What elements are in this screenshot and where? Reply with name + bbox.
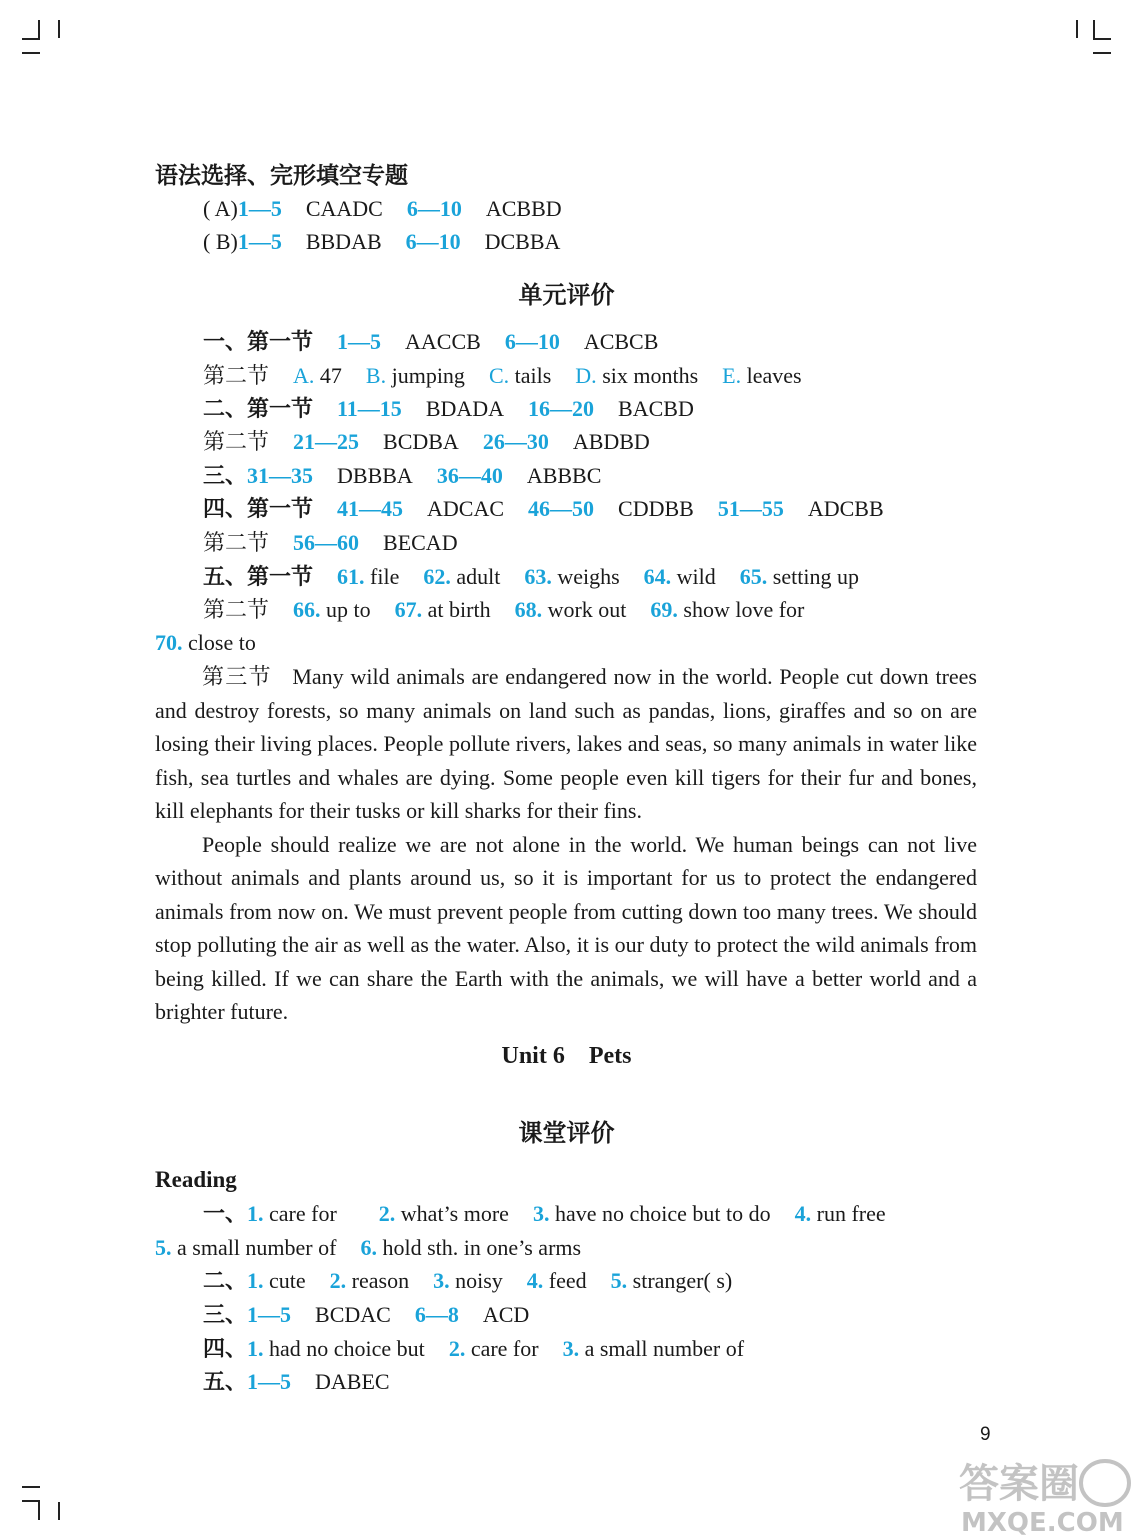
answer-word: wild bbox=[676, 564, 716, 589]
range: 1—5 bbox=[247, 1369, 292, 1394]
answer-line bbox=[203, 459, 601, 492]
part-label: 第二节 bbox=[203, 363, 270, 388]
crop-mark-bottom-left bbox=[22, 1486, 40, 1488]
range: 6—10 bbox=[405, 229, 461, 254]
watermark-bottom-text: MXQE.COM bbox=[961, 1508, 1124, 1536]
range: 21—25 bbox=[293, 429, 360, 454]
answer-word: what’s more bbox=[400, 1201, 509, 1226]
part-label: 三、 bbox=[203, 463, 248, 488]
item-number: 2. bbox=[448, 1336, 466, 1361]
item-number: 6. bbox=[360, 1235, 377, 1260]
part-label: 四、第一节 bbox=[203, 496, 314, 521]
part-label: 第二节 bbox=[203, 597, 270, 622]
item-number: 4. bbox=[794, 1201, 812, 1226]
range: 41—45 bbox=[337, 496, 404, 521]
answers: ADCAC bbox=[427, 496, 505, 521]
answer-line-b bbox=[203, 225, 560, 258]
answers: DABEC bbox=[315, 1369, 390, 1394]
range: 31—35 bbox=[247, 463, 314, 488]
answer-line bbox=[155, 1231, 581, 1264]
answer-word: care for bbox=[269, 1201, 337, 1226]
answers: DBBBA bbox=[337, 463, 413, 488]
answer-word: close to bbox=[188, 630, 256, 655]
part-label: 五、第一节 bbox=[203, 564, 314, 589]
answer-line bbox=[203, 560, 859, 593]
item-number: 67. bbox=[394, 597, 423, 622]
answer-word: run free bbox=[816, 1201, 886, 1226]
answer-word: feed bbox=[548, 1268, 587, 1293]
answer-word: have no choice but to do bbox=[554, 1201, 771, 1226]
option-value: tails bbox=[514, 363, 552, 388]
answer-word: a small number of bbox=[177, 1235, 337, 1260]
answers: ABBBC bbox=[526, 463, 602, 488]
essay-text: Many wild animals are endangered now in the world. People cut down trees and destroy forests, so many animals on land such as pandas, lions, giraffes and so on are losing their living places. People pollute rivers, lakes and seas, so many animals in water like fish, sea turtles and whales are dying. Some people even kill tigers for their fur and bones, kill elephants for their tusks or kill sharks for their fins. bbox=[155, 664, 977, 823]
item-number: 2. bbox=[329, 1268, 347, 1293]
crop-mark-bottom-left bbox=[38, 1500, 40, 1520]
item-number: 3. bbox=[433, 1268, 450, 1293]
part-label: 一、 bbox=[203, 1201, 248, 1226]
part-label: 二、第一节 bbox=[203, 396, 314, 421]
part-label: 第二节 bbox=[203, 429, 270, 454]
section-title-unit-eval: 单元评价 bbox=[518, 283, 615, 309]
answer-word: a small number of bbox=[584, 1336, 745, 1361]
item-number: 63. bbox=[524, 564, 552, 589]
answers: ABDBD bbox=[572, 429, 650, 454]
answers: DCBBA bbox=[484, 229, 561, 254]
item-label: ( A) bbox=[203, 196, 238, 221]
answers: BBDAB bbox=[305, 229, 382, 254]
answer-line bbox=[203, 325, 658, 358]
answers: ADCBB bbox=[807, 496, 884, 521]
crop-mark-top-left bbox=[38, 20, 40, 40]
part-label: 第三节 bbox=[202, 664, 272, 689]
item-number: 5. bbox=[610, 1268, 628, 1293]
range: 46—50 bbox=[528, 496, 595, 521]
reading-heading: Reading bbox=[155, 1167, 237, 1192]
range: 1—5 bbox=[337, 329, 382, 354]
item-number: 65. bbox=[739, 564, 768, 589]
essay-paragraph bbox=[155, 828, 977, 1029]
answers: BCDBA bbox=[383, 429, 459, 454]
item-number: 1. bbox=[247, 1268, 264, 1293]
item-number: 1. bbox=[247, 1336, 264, 1361]
part-label: 第二节 bbox=[203, 530, 270, 555]
item-number: 70. bbox=[155, 630, 183, 655]
essay bbox=[155, 660, 977, 1029]
answer-word: noisy bbox=[455, 1268, 503, 1293]
option-value: jumping bbox=[391, 363, 465, 388]
answers: AACCB bbox=[405, 329, 481, 354]
item-number: 69. bbox=[650, 597, 678, 622]
answer-line bbox=[155, 626, 256, 659]
crop-mark-bottom-left bbox=[58, 1502, 60, 1520]
range: 51—55 bbox=[717, 496, 784, 521]
watermark-logo bbox=[955, 1453, 1133, 1536]
option-key: C. bbox=[488, 363, 510, 388]
answer-line bbox=[203, 1197, 886, 1230]
answer-line bbox=[203, 392, 694, 425]
range: 6—10 bbox=[406, 196, 462, 221]
part-label: 三、 bbox=[203, 1302, 248, 1327]
answer-word: stranger( s) bbox=[632, 1268, 733, 1293]
item-number: 3. bbox=[532, 1201, 550, 1226]
page-number: 9 bbox=[980, 1424, 991, 1445]
answer-word: work out bbox=[547, 597, 627, 622]
answer-word: show love for bbox=[683, 597, 805, 622]
option-value: 47 bbox=[319, 363, 342, 388]
essay-paragraph bbox=[155, 660, 977, 828]
answer-word: file bbox=[370, 564, 400, 589]
range: 1—5 bbox=[237, 196, 282, 221]
answer-word: up to bbox=[326, 597, 371, 622]
answer-line bbox=[203, 492, 884, 525]
item-number: 62. bbox=[423, 564, 451, 589]
part-label: 一、第一节 bbox=[203, 329, 314, 354]
item-number: 3. bbox=[562, 1336, 580, 1361]
item-number: 61. bbox=[337, 564, 365, 589]
answers: ACBCB bbox=[583, 329, 659, 354]
essay-text: People should realize we are not alone in the world. We human beings can not live without animals and plants around us, so it is important for us to protect the endangered animals from now on. We must prevent people from cutting down too many trees. We should stop polluting the air as well as the water. Also, it is our duty to protect the wild animals from being killed. If we can share the Earth with the animals, we will have a better world and a brighter future. bbox=[155, 831, 977, 1024]
range: 1—5 bbox=[237, 229, 282, 254]
answer-line bbox=[203, 425, 650, 458]
answer-line bbox=[203, 1365, 390, 1398]
answers: BCDAC bbox=[315, 1302, 391, 1327]
answers: CAADC bbox=[305, 196, 383, 221]
item-label: ( B) bbox=[203, 229, 238, 254]
part-label: 四、 bbox=[203, 1336, 248, 1361]
crop-mark-top-left bbox=[22, 52, 40, 54]
crop-mark-top-right bbox=[1093, 38, 1111, 40]
answers: BECAD bbox=[383, 530, 458, 555]
range: 16—20 bbox=[528, 396, 595, 421]
part-label: 二、 bbox=[203, 1268, 248, 1293]
crop-mark-top-right bbox=[1093, 52, 1111, 54]
answers: CDDBB bbox=[618, 496, 694, 521]
unit-title: Unit 6 Pets bbox=[501, 1043, 632, 1069]
range: 26—30 bbox=[482, 429, 549, 454]
answer-line bbox=[203, 593, 804, 626]
item-number: 66. bbox=[293, 597, 321, 622]
part-label: 五、 bbox=[203, 1369, 248, 1394]
section-title-class-eval: 课堂评价 bbox=[518, 1121, 615, 1147]
answer-word: reason bbox=[351, 1268, 410, 1293]
answer-line-a bbox=[203, 192, 562, 225]
answer-line bbox=[203, 359, 802, 392]
answer-word: adult bbox=[456, 564, 501, 589]
option-value: six months bbox=[602, 363, 699, 388]
answers: ACD bbox=[482, 1302, 530, 1327]
option-key: D. bbox=[575, 363, 597, 388]
crop-mark-top-left bbox=[58, 20, 60, 38]
answer-line bbox=[203, 1298, 529, 1331]
answers: ACBBD bbox=[485, 196, 562, 221]
range: 56—60 bbox=[293, 530, 360, 555]
answer-word: cute bbox=[269, 1268, 306, 1293]
answer-word: setting up bbox=[772, 564, 859, 589]
answer-word: had no choice but bbox=[269, 1336, 425, 1361]
option-key: B. bbox=[365, 363, 387, 388]
answer-line bbox=[203, 1264, 732, 1297]
range: 6—10 bbox=[504, 329, 560, 354]
answers: BACBD bbox=[618, 396, 694, 421]
watermark-top-text: 答案圈 bbox=[959, 1461, 1079, 1507]
range: 36—40 bbox=[436, 463, 503, 488]
answer-word: weighs bbox=[557, 564, 620, 589]
item-number: 5. bbox=[155, 1235, 172, 1260]
item-number: 4. bbox=[526, 1268, 544, 1293]
item-number: 64. bbox=[643, 564, 672, 589]
topic-heading: 语法选择、完形填空专题 bbox=[155, 163, 408, 188]
item-number: 68. bbox=[514, 597, 543, 622]
range: 1—5 bbox=[247, 1302, 292, 1327]
answer-word: hold sth. in one’s arms bbox=[382, 1235, 582, 1260]
answers: BDADA bbox=[425, 396, 505, 421]
range: 11—15 bbox=[337, 396, 402, 421]
item-number: 2. bbox=[378, 1201, 396, 1226]
option-value: leaves bbox=[746, 363, 802, 388]
crop-mark-top-right bbox=[1076, 20, 1078, 38]
crop-mark-top-right bbox=[1093, 20, 1095, 40]
answer-line bbox=[203, 1332, 744, 1365]
option-key: A. bbox=[293, 363, 315, 388]
range: 6—8 bbox=[414, 1302, 459, 1327]
answer-word: at birth bbox=[427, 597, 491, 622]
option-key: E. bbox=[722, 363, 742, 388]
answer-word: care for bbox=[470, 1336, 539, 1361]
item-number: 1. bbox=[247, 1201, 264, 1226]
answer-line bbox=[203, 526, 458, 559]
